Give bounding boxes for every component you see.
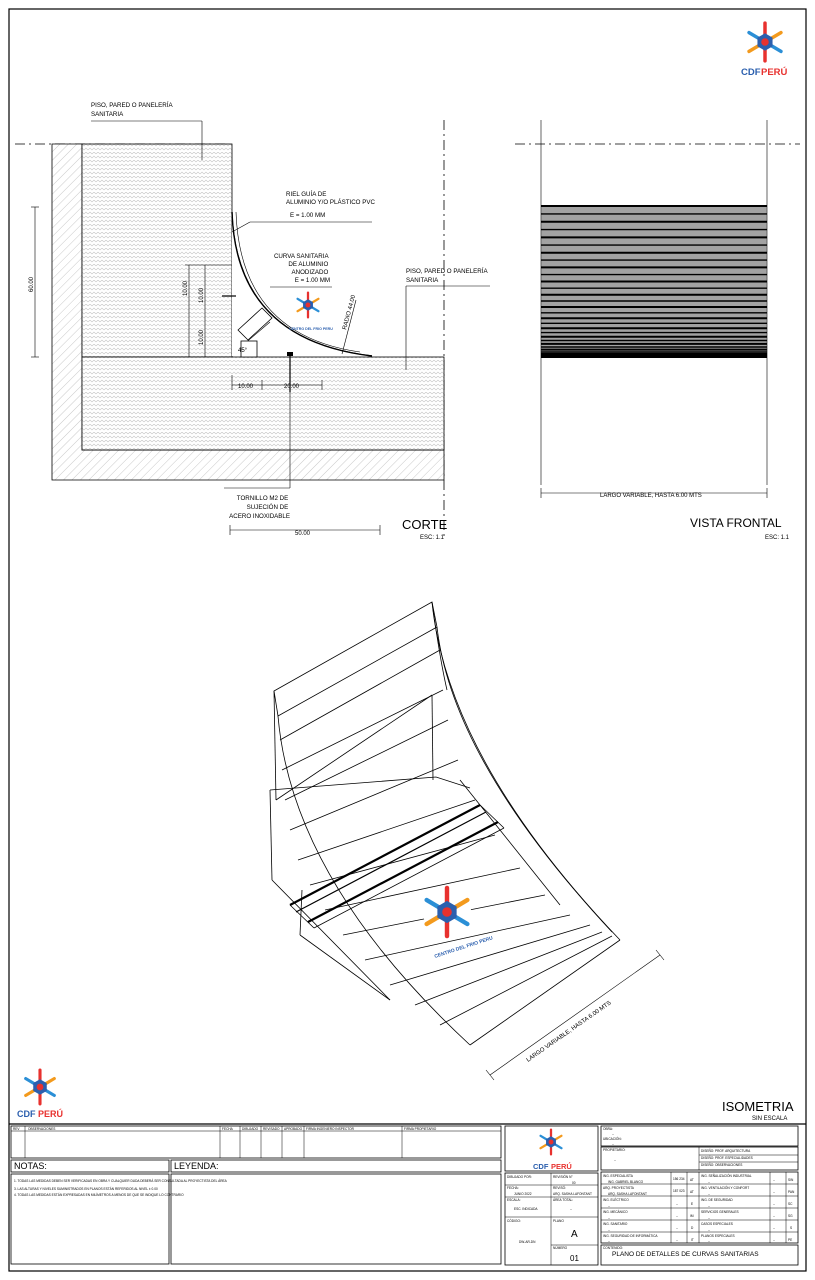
resp-cip: 156 234 [673,1177,685,1181]
iso-title: ISOMETRIA [722,1099,794,1114]
mid-row: DISEÑO: PROF. ESPECIALIDADES [701,1156,753,1160]
corte-scale: ESC: 1.1 [420,535,445,541]
resp-cip: -- [676,1238,679,1242]
cdf-logo-bottom [17,1070,63,1119]
revision-label: REVISIÓN N° [553,1175,573,1179]
right-code: PE [788,1238,793,1242]
resp-name: -- [608,1239,611,1243]
right-label: CASOS ESPECIALES [701,1222,733,1226]
label-riel: RIEL GUÍA DE ALUMINIO Y/O PLÁSTICO PVC E = 1.00 MM [286,191,375,219]
right-value-2: -- [773,1178,776,1182]
iso-logo-caption: CENTRO DEL FRIO PERU [433,935,494,960]
codigo-label: CÓDIGO: [507,1219,521,1223]
escala-value: ESC. INDICADA [514,1207,538,1211]
fecha-label: FECHA: [507,1186,519,1190]
numero-label: NÚMERO [553,1246,568,1250]
dim-10-v2: 10.00 [199,287,205,303]
tb-logo-peru: PERÚ [551,1162,572,1171]
numero-value: 01 [570,1254,579,1263]
contenido-value: PLANO DE DETALLES DE CURVAS SANITARIAS [612,1251,759,1258]
plano-value: A [571,1229,578,1240]
resp-label: ING. SEGURIDAD DE INFORMÁTICA [603,1234,658,1238]
mid-row: DISEÑO: OBSERVACIONES [701,1163,743,1167]
wall-panel [82,144,232,357]
resp-code: IT [691,1238,694,1242]
frontal-scale: ESC: 1.1 [765,535,790,541]
ubicacion-value: -- [612,1142,615,1146]
right-code: S [790,1226,793,1230]
dim-10-v1: 10.00 [183,280,189,296]
resp-code: AT [690,1190,694,1194]
resp-name: ARQ. SASHA LAFONTANT [608,1192,647,1196]
obra-value: -- [612,1132,615,1136]
right-value: -- [708,1192,711,1196]
right-label: PLANOS ESPECIALES [701,1234,735,1238]
snowflake-icon-bottom [23,1070,57,1104]
right-value: -- [708,1228,711,1232]
right-code: SIN [788,1178,794,1182]
right-value-2: -- [773,1190,776,1194]
plano-label: PLANO [553,1219,564,1223]
frontal-curve-stripes [541,206,767,357]
contenido-label: CONTENIDO: [603,1246,624,1250]
leyenda-title: LEYENDA: [174,1161,219,1171]
right-label: ING. SEÑALIZACIÓN INDUSTRIAL [701,1174,752,1178]
center-logo-icon [296,293,321,318]
snowflake-icon [746,23,784,61]
logo-cdf: CDF [741,67,761,78]
resp-code: E [691,1202,694,1206]
codigo-value: DW-AR-DN [519,1240,536,1244]
right-label: ING. VENTILACIÓN Y CONFORT [701,1186,750,1190]
resp-code: D [691,1226,694,1230]
resp-name: -- [608,1204,611,1208]
fecha-value: JUNIO 2022 [514,1192,532,1196]
right-value-2: -- [773,1238,776,1242]
revision-value: 00 [572,1181,576,1185]
resp-label: ING. SANITARIO [603,1222,628,1226]
resp-code: IM [690,1214,694,1218]
dim-50: 50.00 [295,531,311,537]
corte-title: CORTE [402,517,448,532]
note-4: 4. TODAS LAS MEDIDAS ESTÁN EXPRESADAS EN MILÍMETROS A MENOS DE QUE SE INDIQUE LO CONTRARIO [14,1193,184,1197]
reviso-value: ARQ. SASHA LAFONTANT [553,1192,592,1196]
propietario-label: PROPIETARIO: [603,1148,626,1152]
right-label: ING. DE SEGURIDAD [701,1198,733,1202]
right-value-2: -- [773,1202,776,1206]
iso-scale: SIN ESCALA [752,1116,788,1122]
right-value: -- [708,1180,711,1184]
dim-45: 45° [238,348,248,354]
label-tornillo: TORNILLO M2 DE SUJECIÓN DE ACERO INOXIDABLE [229,495,290,520]
dim-radio: RADIO 44.00 [342,294,358,331]
rev-header: REV [13,1127,20,1131]
label-curva: CURVA SANITARIA DE ALUMINIO ANODIZADO E = 1.00 MM [273,253,330,284]
ubicacion-label: UBICACIÓN: [603,1137,622,1141]
dim-height: 60.00 [29,276,35,292]
iso-dim: LARGO VARIABLE, HASTA 6.00 MTS [525,1000,613,1064]
rev-header: OBSERVACIONES [28,1127,56,1131]
resp-rows [603,1174,694,1243]
vista-frontal [515,120,800,541]
right-value: -- [708,1204,711,1208]
resp-label: ARQ. PROYECTISTA [603,1186,634,1190]
rev-header: FIRMA PROPIETARIO [404,1127,437,1131]
mid-row: DISEÑO: PROF. ARQUITECTURA [701,1149,751,1153]
logo-peru-bottom: PERÚ [38,1109,64,1119]
right-value-2: -- [773,1226,776,1230]
notas-title: NOTAS: [14,1161,47,1171]
area-label: ÁREA TOTAL: [553,1198,574,1202]
note-1: 1. TODAS LAS MEDIDAS DEBEN SER VERIFICADAS EN OBRA Y CUALQUIER DUDA DEBERÁ SER CONSULTADA AL PROYECTISTA DEL ÁREA [14,1179,227,1183]
tb-logo-cdf: CDF [533,1162,549,1171]
dim-10-h: 10.00 [238,384,254,390]
rev-header: FECHA [222,1127,233,1131]
title-block-text [13,1127,795,1263]
dim-20-h: 20.00 [284,384,300,390]
frontal-dim: LARGO VARIABLE, HASTA 6.00 MTS [600,493,702,499]
resp-name: -- [608,1228,611,1232]
propietario-value: -- [614,1158,617,1162]
label-wall: PISO, PARED O PANELERÍA SANITARIA [91,102,173,118]
right-value: -- [708,1239,711,1243]
cdf-logo-top [741,23,788,78]
floor-panel [82,357,444,450]
label-floor: PISO, PARED O PANELERÍA SANITARIA [406,268,488,284]
resp-label: ING. ELÉCTRICO [603,1198,629,1202]
rev-header: REVISADO [263,1127,280,1131]
dibujado-label: DIBUJADO POR: [507,1175,532,1179]
obra-label: OBRA: [603,1127,613,1131]
logo-caption: CENTRO DEL FRIO PERU [289,327,333,331]
titleblock-logo-icon [539,1130,564,1155]
frontal-title: VISTA FRONTAL [690,516,782,530]
right-value: -- [708,1216,711,1220]
area-value: -- [570,1207,573,1211]
resp-cip: -- [676,1214,679,1218]
resp-code: AT [690,1178,694,1182]
right-code: SC [788,1202,793,1206]
resp-name: ING. GABRIEL BLANCO [608,1180,644,1184]
rev-header: DIBUJADO [242,1127,259,1131]
iso-logo-icon [423,888,471,936]
corte-section [15,102,490,541]
logo-peru: PERÚ [761,67,788,78]
rev-header: FIRMA INGENIERO INSPECTOR [306,1127,354,1131]
logo-cdf-bottom: CDF [17,1109,36,1119]
resp-label: ING. ESPECIALISTA [603,1174,633,1178]
right-value-2: -- [773,1214,776,1218]
resp-label: ING. MECÁNICO [603,1210,628,1214]
escala-label: ESCALA: [507,1198,521,1202]
right-code: PAN [788,1190,795,1194]
reviso-label: REVISÓ: [553,1186,566,1190]
resp-cip: -- [676,1202,679,1206]
dim-10-v3: 10.00 [199,329,205,345]
resp-cip: -- [676,1226,679,1230]
rev-header: APROBADO [284,1127,303,1131]
resp-name: -- [608,1216,611,1220]
right-code: SG [788,1214,793,1218]
right-label: SERVICIOS GENERALES [701,1210,739,1214]
resp-cip: 187 023 [673,1189,685,1193]
note-3: 3. LAS ALTURAS Y NIVELES SUMINISTRADOS EN PLANOS ESTÁN REFERIDOS AL NIVEL ± 0.00 [14,1187,158,1191]
